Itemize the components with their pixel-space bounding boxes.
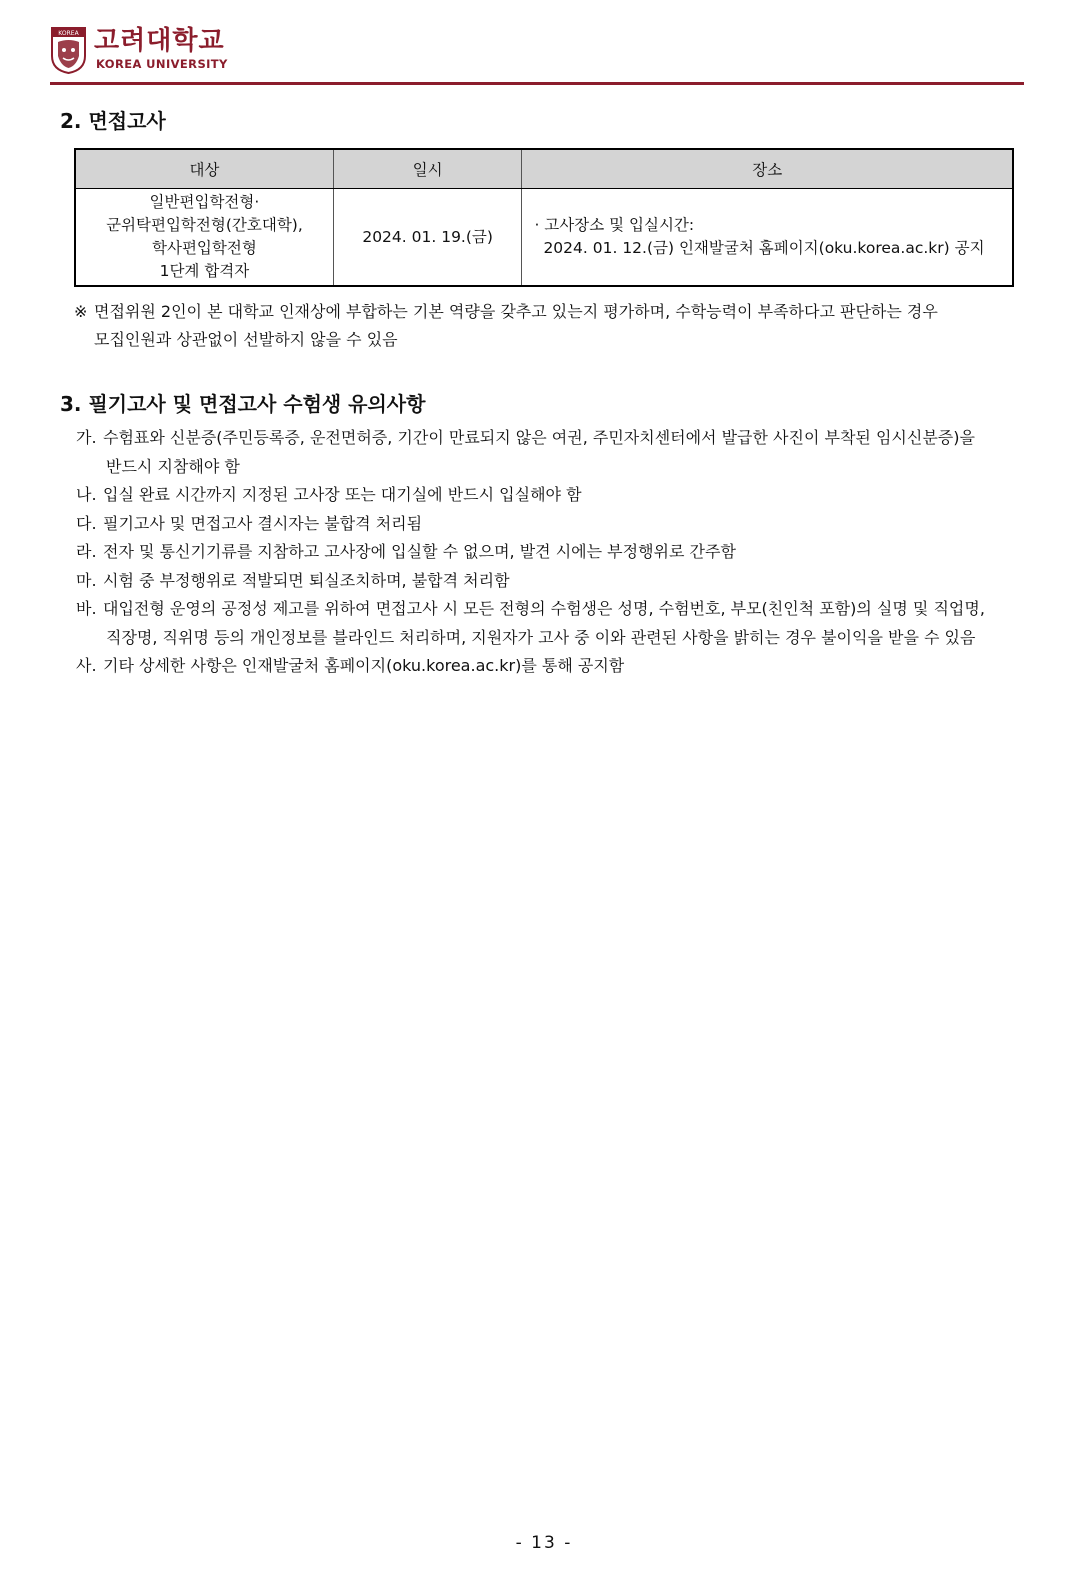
table-header-row [75,149,1013,189]
list-item [76,595,1036,652]
cell-date: 2024. 01. 19.(금) [333,189,522,287]
page-number: - 13 - [515,1533,573,1553]
header-place: 장소 [522,149,1013,189]
list-marker: 마. [76,570,97,590]
interview-note [74,298,1034,354]
place-line: · 고사장소 및 입실시간: [534,216,695,234]
note-symbol: ※ [74,302,88,321]
table-row [75,189,1013,287]
list-item [76,538,1036,567]
list-marker: 나. [76,485,97,504]
list-text: 입실 완료 시간까지 지정된 고사장 또는 대기실에 반드시 입실해야 함 [103,485,582,504]
list-text: 반드시 지참해야 함 [106,456,240,476]
list-item [76,567,1036,596]
cell-place [522,189,1013,287]
note-line: 면접위원 2인이 본 대학교 인재상에 부합하는 기본 역량을 갖추고 있는지 평가하며, 수학능력이 부족하다고 판단하는 경우 [94,302,938,321]
list-item [76,481,1036,510]
list-marker: 가. [76,428,97,447]
list-marker: 다. [76,513,97,533]
target-line: 1단계 합격자 [159,262,250,280]
list-item [76,424,1036,481]
list-text: 시험 중 부정행위로 적발되면 퇴실조치하며, 불합격 처리함 [103,570,510,590]
header-date: 일시 [333,149,522,189]
list-item [76,510,1036,539]
list-text: 필기고사 및 면접고사 결시자는 불합격 처리됨 [103,513,423,533]
section-title-precautions: 3. 필기고사 및 면접고사 수험생 유의사항 [60,392,426,416]
target-line: 군위탁편입학전형(간호대학), [106,216,303,234]
page-header [50,26,1024,84]
place-line: 2024. 01. 12.(금) 인재발굴처 홈페이지(oku.korea.ac.kr) 공지 [543,239,985,257]
note-line: 모집인원과 상관없이 선발하지 않을 수 있음 [94,330,398,349]
crest-text: KOREA [58,30,79,37]
list-text: 기타 상세한 사항은 인재발굴처 홈페이지(oku.korea.ac.kr)를 통해 공지함 [103,656,625,675]
section-title-interview: 2. 면접고사 [60,109,166,133]
target-line: 학사편입학전형 [152,239,257,257]
list-marker: 사. [76,656,97,675]
cell-target [75,189,333,287]
logo-english: KOREA UNIVERSITY [96,57,228,71]
list-text: 대입전형 운영의 공정성 제고를 위하여 면접고사 시 모든 전형의 수험생은 성명, 수험번호, 부모(친인척 포함)의 실명 및 직업명, [103,599,985,618]
list-item [76,652,1036,681]
target-line: 일반편입학전형· [149,193,260,211]
list-text: 수험표와 신분증(주민등록증, 운전면허증, 기간이 만료되지 않은 여권, 주민자치센터에서 발급한 사진이 부착된 임시신분증)을 [103,428,975,447]
header-divider [50,82,1024,85]
list-marker: 바. [76,599,97,618]
list-text: 직장명, 직위명 등의 개인정보를 블라인드 처리하며, 지원자가 고사 중 이와 관련된 사항을 밝히는 경우 불이익을 받을 수 있음 [106,627,976,647]
logo-korean: 고려대학교 [94,26,225,56]
precautions-list [76,424,1036,681]
university-crest-icon [50,26,87,74]
interview-schedule-table [74,148,1014,287]
list-text: 전자 및 통신기기류를 지참하고 고사장에 입실할 수 없으며, 발견 시에는 부정행위로 간주함 [103,542,736,561]
header-target: 대상 [75,149,333,189]
list-marker: 라. [76,542,97,561]
